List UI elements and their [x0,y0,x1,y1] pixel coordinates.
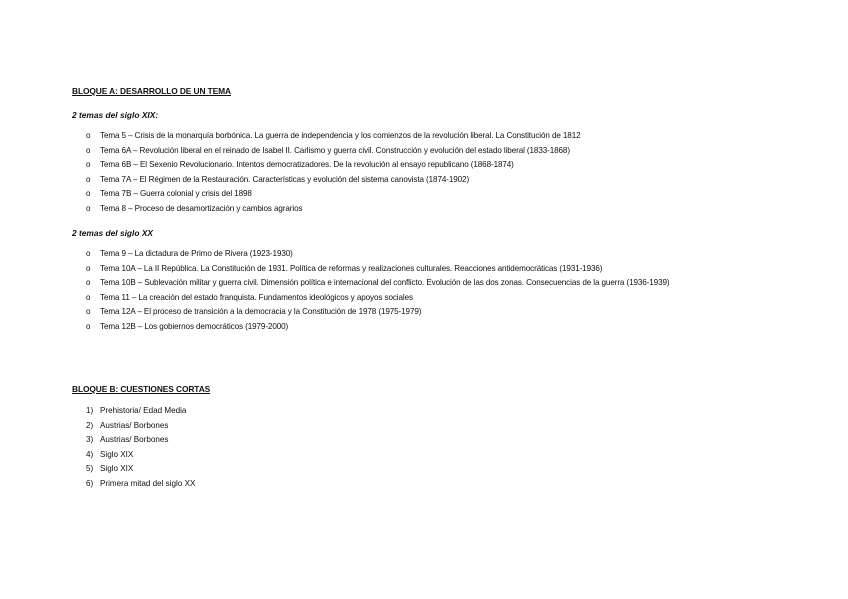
list-item [86,144,786,159]
list-item [86,173,786,188]
list-item [86,187,786,202]
list-item [86,477,195,492]
bullet-icon: o [86,307,91,317]
item-number: 6) [86,478,94,488]
list-item-text: Tema 11 – La creación del estado franquista. Fundamentos ideológicos y apoyos sociales [100,292,413,302]
bullet-icon: o [86,160,91,170]
item-number: 1) [86,406,94,415]
list-item [86,448,195,463]
list-item-text: Tema 7B – Guerra colonial y crisis del 1898 [100,189,252,199]
bullet-icon: o [86,145,91,155]
siglo-xix-list [86,129,786,217]
bullet-icon: o [86,189,91,199]
list-item [86,202,786,217]
list-item-text: Tema 6B – El Sexenio Revolucionario. Intentos democratizadores. De la revolución al ensayo republicano (1868-1874) [100,160,514,170]
bullet-icon: o [86,131,91,140]
list-item-text: Primera mitad del siglo XX [100,478,196,488]
list-item-text: Austrias/ Borbones [100,420,169,430]
item-number: 5) [86,464,94,474]
list-item [86,276,786,291]
list-item-text: Siglo XIX [100,464,134,474]
list-item-text: Tema 10B – Sublevación militar y guerra civil. Dimensión política e internacional del conflicto. Evolución de las dos zonas. Consecuencias de la guerra (1936-1939) [100,278,670,288]
item-number: 3) [86,435,94,445]
bullet-icon: o [86,321,91,331]
list-item [86,320,786,335]
siglo-xx-heading: 2 temas del siglo XX [72,228,153,238]
list-item [86,158,786,173]
bullet-icon: o [86,292,91,302]
bullet-icon: o [86,263,91,273]
bullet-icon: o [86,249,91,258]
siglo-xx-list [86,247,786,335]
list-item [86,419,195,434]
list-item-text: Austrias/ Borbones [100,435,169,445]
list-item [86,129,786,144]
list-item-text: Tema 12B – Los gobiernos democráticos (1979-2000) [100,321,289,331]
list-item-text: Tema 10A – La II República. La Constitución de 1931. Política de reformas y realizaciones culturales. Reacciones antidemocráticas (1931-1936) [100,263,603,273]
list-item-text: Tema 8 – Proceso de desamortización y cambios agrarios [100,203,303,213]
list-item [86,305,786,320]
list-item [86,462,195,477]
list-item-text: Tema 6A – Revolución liberal en el reinado de Isabel II. Carlismo y guerra civil. Construcción y evolución del estado liberal (1833-1868) [100,145,570,155]
list-item-text: Tema 12A – El proceso de transición a la democracia y la Constitución de 1978 (1975-1979) [100,307,422,317]
list-item [86,262,786,277]
list-item-text: Tema 9 – La dictadura de Primo de Rivera (1923-1930) [100,249,293,258]
bloque-a-title: BLOQUE A: DESARROLLO DE UN TEMA [72,86,231,96]
list-item [86,404,195,419]
bullet-icon: o [86,278,91,288]
list-item [86,291,786,306]
list-item [86,247,786,262]
siglo-xix-heading: 2 temas del siglo XIX: [72,110,159,120]
bloque-b-title: BLOQUE B: CUESTIONES CORTAS [72,384,211,394]
list-item-text: Tema 7A – El Régimen de la Restauración. Características y evolución del sistema canovista (1874-1902) [100,174,470,184]
item-number: 2) [86,420,94,430]
list-item-text: Siglo XIX [100,449,134,459]
list-item-text: Tema 5 – Crisis de la monarquía borbónica. La guerra de independencia y los comienzos de la revolución liberal. La Constitución de 1812 [100,131,581,140]
bullet-icon: o [86,203,91,213]
list-item [86,433,195,448]
bullet-icon: o [86,174,91,184]
cuestiones-list [86,404,195,492]
item-number: 4) [86,449,94,459]
list-item-text: Prehistoria/ Edad Media [100,406,187,415]
